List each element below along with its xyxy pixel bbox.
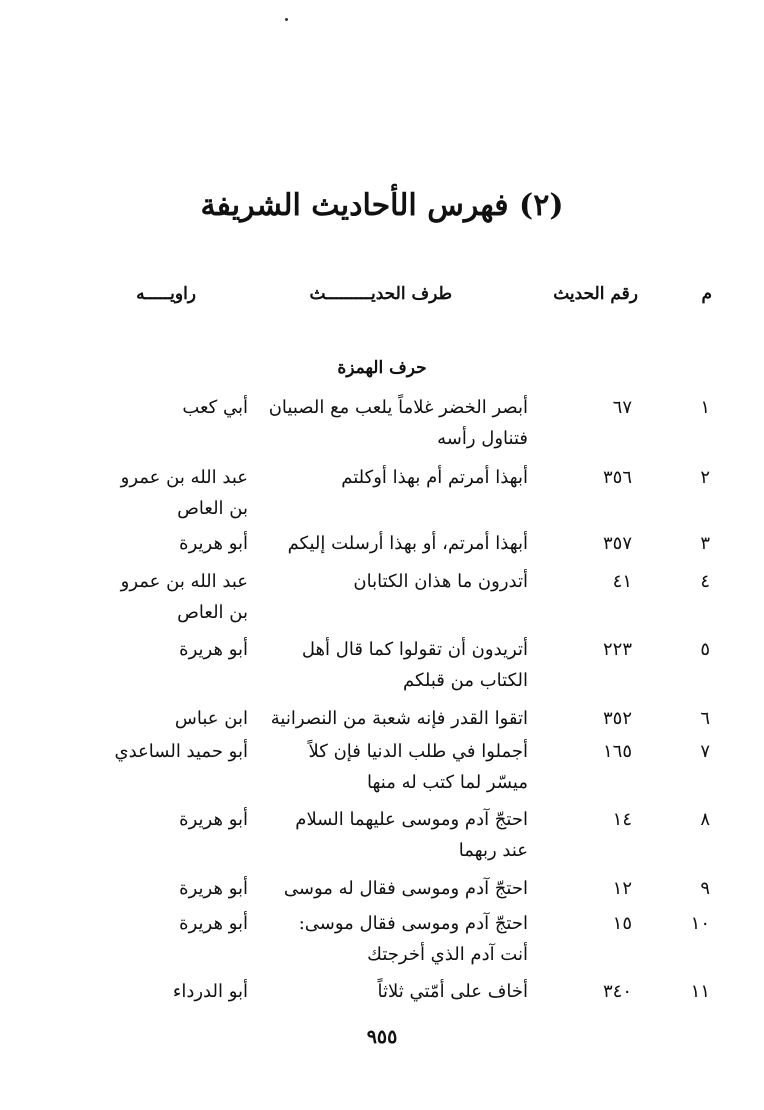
- row-number: ١٤: [612, 809, 632, 830]
- row-index: ٣: [700, 533, 710, 554]
- row-text: احتجّ آدم وموسى عليهما السلام عند ربهما: [295, 809, 528, 861]
- row-text: أجملوا في طلب الدنيا فإن كلاً ميسّر لما كتب له منها: [308, 741, 528, 793]
- row-narrator: أبو هريرة: [179, 809, 248, 830]
- row-narrator: أبو حميد الساعدي: [114, 741, 248, 762]
- row-text: احتجّ آدم وموسى فقال له موسى: [283, 878, 528, 899]
- row-index: ٢: [700, 467, 710, 488]
- row-index: ٨: [700, 809, 710, 830]
- header-hadith-text: طرف الحديـــــــــث: [309, 284, 452, 304]
- header-m: م: [701, 284, 712, 304]
- row-text: أتريدون أن تقولوا كما قال أهل الكتاب من قبلكم: [301, 639, 528, 691]
- header-narrator: راويـــــه: [136, 284, 196, 304]
- row-number: ٤١: [612, 571, 632, 592]
- row-narrator: ابن عباس: [174, 708, 248, 729]
- row-text: أتدرون ما هذان الكتابان: [353, 571, 528, 592]
- row-number: ١٥: [612, 913, 632, 934]
- row-index: ١: [700, 397, 710, 418]
- row-index: ١١: [690, 981, 710, 1002]
- row-index: ٤: [700, 571, 710, 592]
- stray-mark: [285, 18, 288, 21]
- row-text: أبهذا أمرتم، أو بهذا أرسلت إليكم: [287, 533, 528, 554]
- row-index: ٧: [700, 741, 710, 762]
- row-text: أخاف على أمّتي ثلاثاً: [377, 981, 528, 1002]
- row-index: ٩: [700, 878, 710, 899]
- row-text: أبصر الخضر غلاماً يلعب مع الصبيان فتناول رأسه: [268, 397, 528, 449]
- row-narrator: أبو هريرة: [179, 639, 248, 660]
- row-number: ١٦٥: [602, 741, 632, 762]
- header-hadith-number: رقم الحديث: [553, 284, 638, 304]
- page-title: (٢) فهرس الأحاديث الشريفة: [200, 188, 564, 223]
- row-text: اتقوا القدر فإنه شعبة من النصرانية: [270, 708, 528, 729]
- row-text: احتجّ آدم وموسى فقال موسى: أنت آدم الذي أخرجتك: [298, 913, 528, 965]
- row-number: ٢٢٣: [602, 639, 632, 660]
- row-narrator: أبو هريرة: [179, 878, 248, 899]
- row-narrator: أبو الدرداء: [172, 981, 248, 1002]
- row-narrator: أبو هريرة: [179, 913, 248, 934]
- row-narrator: أبو هريرة: [179, 533, 248, 554]
- row-number: ١٢: [612, 878, 632, 899]
- row-narrator: عبد الله بن عمرو بن العاص: [120, 571, 248, 623]
- row-index: ٦: [700, 708, 710, 729]
- row-index: ١٠: [690, 913, 710, 934]
- row-number: ٣٥٧: [602, 533, 632, 554]
- row-narrator: عبد الله بن عمرو بن العاص: [120, 467, 248, 519]
- row-index: ٥: [700, 639, 710, 660]
- section-heading: حرف الهمزة: [337, 358, 427, 378]
- row-number: ٣٥٢: [602, 708, 632, 729]
- page-number: ٩٥٥: [366, 1026, 398, 1048]
- row-number: ٦٧: [612, 397, 632, 418]
- row-narrator: أبي كعب: [182, 397, 248, 418]
- row-text: أبهذا أمرتم أم بهذا أوكلتم: [341, 467, 528, 488]
- row-number: ٣٥٦: [602, 467, 632, 488]
- row-number: ٣٤٠: [602, 981, 632, 1002]
